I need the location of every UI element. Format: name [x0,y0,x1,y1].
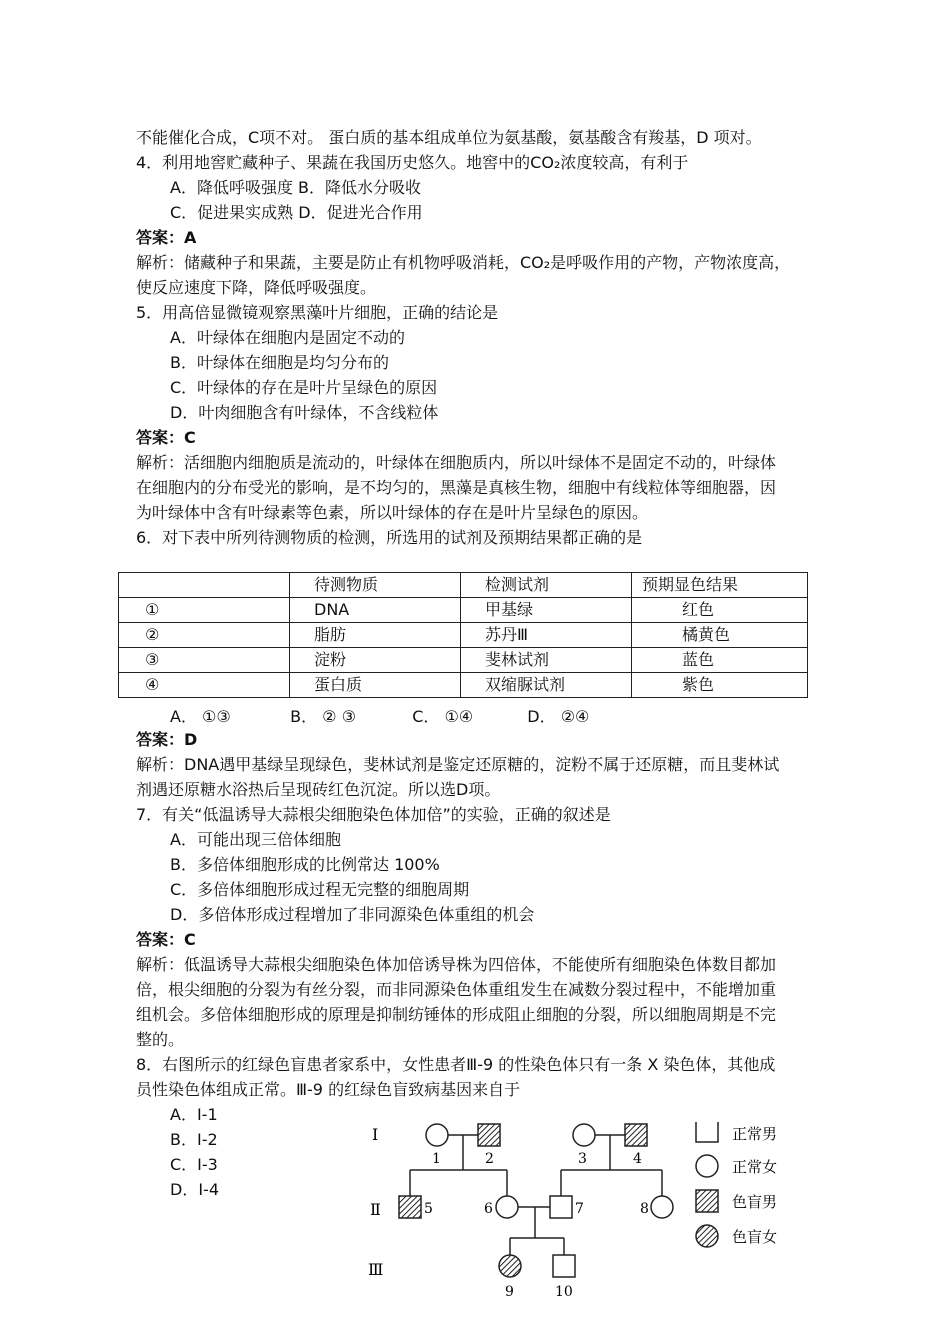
legend-normal-female-icon [696,1155,718,1177]
member-10-normal-male [553,1255,575,1277]
question-8-cont: 员性染色体组成正常。Ⅲ-9 的红绿色盲致病基因来自于 [136,1080,521,1099]
option-line: A．叶绿体在细胞内是固定不动的 [170,328,405,347]
member-number: 8 [640,1201,649,1217]
generation-label: Ⅰ [372,1125,379,1144]
option-line: B．叶绿体在细胞是均匀分布的 [170,353,389,372]
table-cell: 双缩脲试剂 [461,673,632,698]
detection-table [118,572,808,698]
option-c: C． ①④ [412,707,474,726]
legend-label: 正常男 [732,1125,778,1143]
member-2-colorblind-male [478,1124,500,1146]
table-header-cell: 预期显色结果 [632,573,808,598]
table-cell: 蓝色 [632,648,808,673]
table-row [119,673,808,698]
answer-line: 答案：C [136,930,196,949]
option-line: C．叶绿体的存在是叶片呈绿色的原因 [170,378,438,397]
generation-label: Ⅱ [370,1200,381,1219]
member-number: 6 [484,1201,493,1217]
table-cell: 蛋白质 [290,673,461,698]
option-d: D． ②④ [527,707,590,726]
q6-options [170,704,589,727]
table-cell: 脂肪 [290,623,461,648]
analysis-line: 整的。 [136,1030,185,1049]
table-cell: ① [119,598,290,623]
analysis-line: 为叶绿体中含有叶绿素等色素，所以叶绿体的存在是叶片呈绿色的原因。 [136,503,649,522]
member-number: 2 [485,1151,494,1167]
option-line: B．Ⅰ-2 [170,1130,218,1149]
table-cell: 橘黄色 [632,623,808,648]
table-header-cell [119,573,290,598]
member-5-colorblind-male [399,1196,421,1218]
legend-normal-male-icon [696,1122,718,1142]
question-5: 5．用高倍显微镜观察黑藻叶片细胞，正确的结论是 [136,303,499,322]
member-1-normal-female [426,1124,448,1146]
member-number: 9 [505,1284,514,1300]
table-cell: 紫色 [632,673,808,698]
generation-label: Ⅲ [368,1260,384,1279]
option-line: A．降低呼吸强度 B．降低水分吸收 [170,178,422,197]
option-line: B．多倍体细胞形成的比例常达 100% [170,855,440,874]
analysis-line: 解析：低温诱导大蒜根尖细胞染色体加倍诱导株为四倍体，不能使所有细胞染色体数目都加 [136,955,777,974]
table-cell: ④ [119,673,290,698]
question-8: 8．右图所示的红绿色盲患者家系中，女性患者Ⅲ-9 的性染色体只有一条 X 染色体，其他成 [136,1055,776,1074]
pedigree-diagram [360,1100,810,1310]
analysis-line: 在细胞内的分布受光的影响，是不均匀的，黑藻是真核生物，细胞中有线粒体等细胞器，因 [136,478,777,497]
member-number: 1 [432,1151,441,1167]
legend-label: 正常女 [732,1158,778,1176]
answer-line: 答案：C [136,428,196,447]
option-line: A．Ⅰ-1 [170,1105,218,1124]
table-cell: 苏丹Ⅲ [461,623,632,648]
analysis-line: 倍，根尖细胞的分裂为有丝分裂，而非同源染色体重组发生在减数分裂过程中，不能增加重 [136,980,777,999]
member-number: 5 [424,1201,433,1217]
member-number: 4 [633,1151,642,1167]
member-4-colorblind-male [625,1124,647,1146]
legend-colorblind-female-icon [696,1225,718,1247]
legend-colorblind-male-icon [696,1190,718,1212]
option-a: A． ①③ [170,707,231,726]
member-3-normal-female [573,1124,595,1146]
table-row [119,623,808,648]
answer-line: 答案：D [136,730,198,749]
table-cell: 甲基绿 [461,598,632,623]
analysis-line: 解析：DNA遇甲基绿呈现绿色，斐林试剂是鉴定还原糖的，淀粉不属于还原糖，而且斐林试 [136,755,780,774]
option-line: C．多倍体细胞形成过程无完整的细胞周期 [170,880,470,899]
text-line: 不能催化合成，C项不对。 蛋白质的基本组成单位为氨基酸，氨基酸含有羧基，D 项对。 [136,128,762,147]
table-cell: DNA [290,598,461,623]
member-9-colorblind-female [499,1255,521,1277]
member-number: 3 [578,1151,587,1167]
table-cell: ③ [119,648,290,673]
option-line: D．多倍体形成过程增加了非同源染色体重组的机会 [170,905,535,924]
question-4: 4．利用地窖贮藏种子、果蔬在我国历史悠久。地窖中的CO₂浓度较高，有利于 [136,153,689,172]
question-6: 6．对下表中所列待测物质的检测，所选用的试剂及预期结果都正确的是 [136,528,643,547]
table-header-cell: 检测试剂 [461,573,632,598]
option-line: C．Ⅰ-3 [170,1155,218,1174]
table-cell: ② [119,623,290,648]
table-header-row [119,573,808,598]
member-7-normal-male [550,1196,572,1218]
table-row [119,598,808,623]
analysis-line: 剂遇还原糖水浴热后呈现砖红色沉淀。所以选D项。 [136,780,501,799]
table-cell: 红色 [632,598,808,623]
answer-line: 答案：A [136,228,197,247]
question-7: 7．有关“低温诱导大蒜根尖细胞染色体加倍”的实验，正确的叙述是 [136,805,611,824]
table-header-cell: 待测物质 [290,573,461,598]
legend-label: 色盲男 [732,1193,778,1211]
option-line: D．Ⅰ-4 [170,1180,219,1199]
member-number: 7 [575,1201,584,1217]
table-cell: 斐林试剂 [461,648,632,673]
option-b: B． ② ③ [290,707,356,726]
analysis-line: 解析：活细胞内细胞质是流动的，叶绿体在细胞质内，所以叶绿体不是固定不动的，叶绿体 [136,453,777,472]
legend-label: 色盲女 [732,1228,778,1246]
member-8-normal-female [651,1196,673,1218]
table-row [119,648,808,673]
analysis-line: 使反应速度下降，降低呼吸强度。 [136,278,377,297]
analysis-line: 组机会。多倍体细胞形成的原理是抑制纺锤体的形成阻止细胞的分裂，所以细胞周期是不完 [136,1005,777,1024]
table-cell: 淀粉 [290,648,461,673]
option-line: A．可能出现三倍体细胞 [170,830,341,849]
analysis-line: 解析：储藏种子和果蔬，主要是防止有机物呼吸消耗，CO₂是呼吸作用的产物，产物浓度高， [136,253,791,272]
member-6-normal-female [496,1196,518,1218]
member-number: 10 [555,1284,573,1300]
option-line: D．叶肉细胞含有叶绿体，不含线粒体 [170,403,439,422]
option-line: C．促进果实成熟 D．促进光合作用 [170,203,423,222]
